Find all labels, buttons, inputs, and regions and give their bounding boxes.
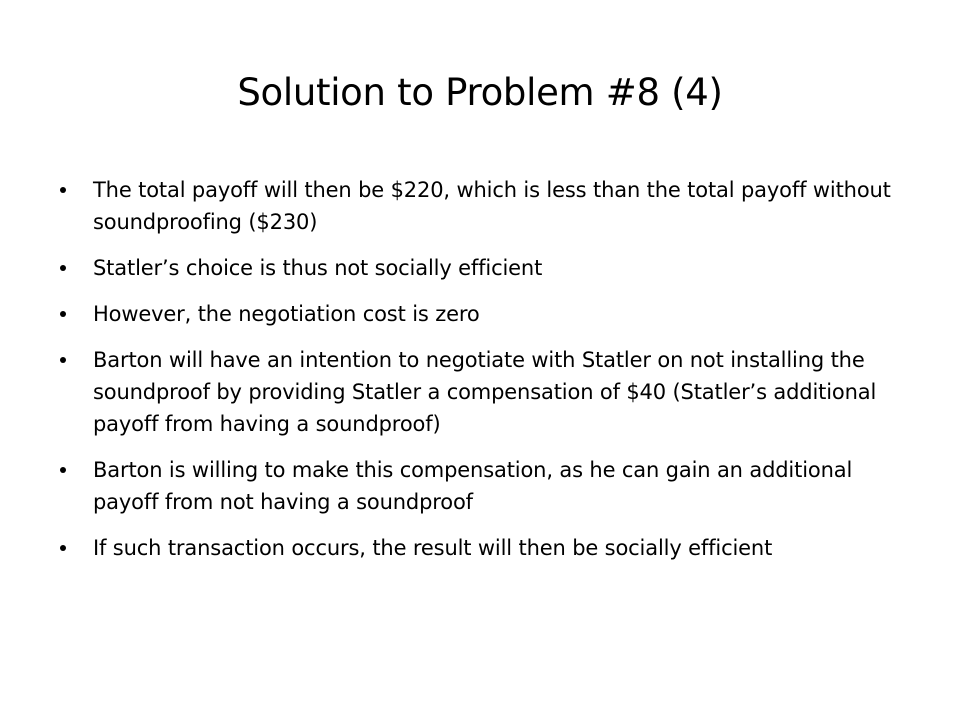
bullet-item: [60, 252, 900, 284]
bullet-item: [60, 532, 900, 564]
bullet-item: [60, 174, 900, 238]
bullet-text: Barton is willing to make this compensation, as he can gain an additional payoff from not having a soundproof: [93, 458, 853, 514]
bullet-text: The total payoff will then be $220, which is less than the total payoff without soundproofing ($230): [93, 178, 891, 234]
bullet-text: However, the negotiation cost is zero: [93, 302, 480, 326]
bullet-dot-icon: [60, 311, 66, 317]
bullet-dot-icon: [60, 357, 66, 363]
bullet-item: [60, 344, 900, 440]
bullet-text: Statler’s choice is thus not socially efficient: [93, 256, 543, 280]
bullet-dot-icon: [60, 265, 66, 271]
bullet-dot-icon: [60, 467, 66, 473]
bullet-item: [60, 298, 900, 330]
bullet-dot-icon: [60, 545, 66, 551]
bullet-item: [60, 454, 900, 518]
bullet-dot-icon: [60, 187, 66, 193]
bullet-text: Barton will have an intention to negotiate with Statler on not installing the soundproof by providing Statler a compensation of $40 (Statler’s additional payoff from having a soundproof): [93, 348, 877, 436]
slide-title: Solution to Problem #8 (4): [237, 71, 723, 114]
bullet-list: [60, 174, 900, 578]
bullet-text: If such transaction occurs, the result will then be socially efficient: [93, 536, 773, 560]
